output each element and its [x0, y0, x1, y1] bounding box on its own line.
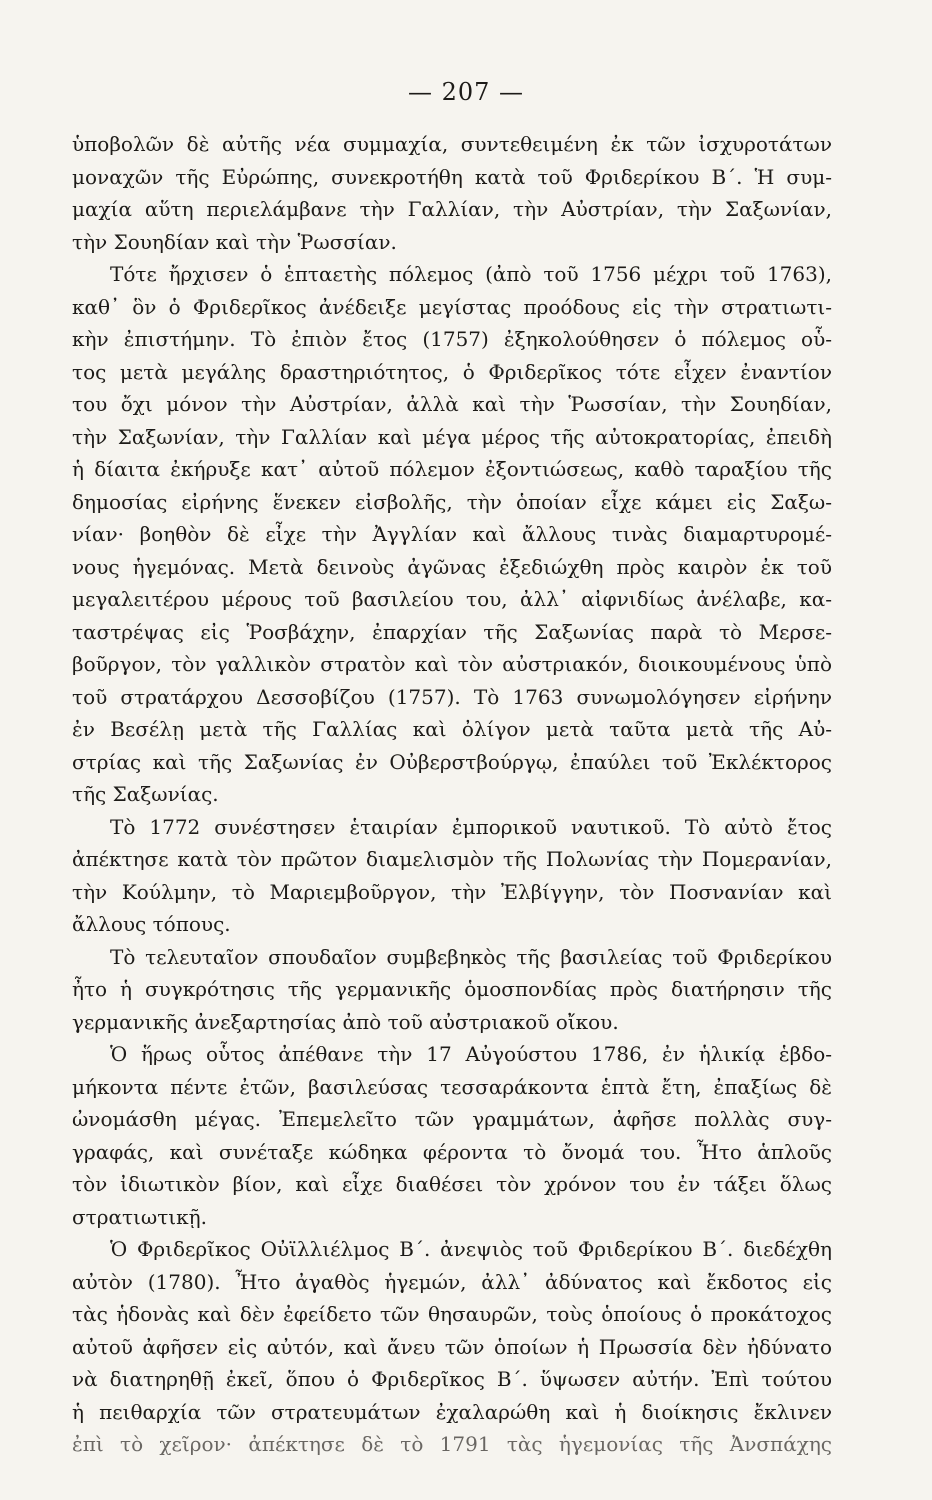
- text-line: Τὸ τελευταῖον σπουδαῖον συμβεβηκὸς τῆς βασιλείας τοῦ Φριδερίκου: [110, 944, 832, 969]
- text-line: μαχία αὕτη περιελάμβανε τὴν Γαλλίαν, τὴν Αὐστρίαν, τὴν Σαξωνίαν,: [72, 197, 832, 221]
- text-line: νίαν· βοηθὸν δὲ εἶχε τὴν Ἀγγλίαν καὶ ἄλλους τινὰς διαμαρτυρομέ-: [72, 522, 832, 546]
- text-line: ἐν Βεσέλῃ μετὰ τῆς Γαλλίας καὶ ὀλίγον μετὰ ταῦτα μετὰ τῆς Αὐ-: [72, 717, 832, 741]
- text-line: ἡ πειθαρχία τῶν στρατευμάτων ἐχαλαρώθη καὶ ἡ διοίκησις ἔκλινεν: [72, 1399, 832, 1424]
- text-line: ἀπέκτησε κατὰ τὸν πρῶτον διαμελισμὸν τῆς Πολωνίας τὴν Πομερανίαν,: [72, 847, 832, 871]
- text-line: αὐτὸν (1780). Ἦτο ἀγαθὸς ἡγεμών, ἀλλ᾽ ἀδύνατος καὶ ἔκδοτος εἰς: [72, 1269, 832, 1294]
- text-line: ὑποβολῶν δὲ αὐτῆς νέα συμμαχία, συντεθειμένη ἐκ τῶν ἰσχυροτάτων: [72, 132, 832, 156]
- text-line: καθ᾽ ὃν ὁ Φριδερῖκος ἀνέδειξε μεγίστας προόδους εἰς τὴν στρατιωτι-: [72, 294, 832, 319]
- text-line: Ὁ ἥρως οὗτος ἀπέθανε τὴν 17 Αὐγούστου 1786, ἐν ἡλικίᾳ ἑβδο-: [110, 1042, 832, 1066]
- text-line: δημοσίας εἰρήνης ἕνεκεν εἰσβολῆς, τὴν ὁποίαν εἶχε κάμει εἰς Σαξω-: [72, 489, 832, 514]
- text-line: νὰ διατηρηθῇ ἐκεῖ, ὅπου ὁ Φριδερῖκος Β΄. ὕψωσεν αὐτήν. Ἐπὶ τούτου: [72, 1367, 832, 1391]
- text-line: τος μετὰ μεγάλης δραστηριότητος, ὁ Φριδερῖκος τότε εἶχεν ἐναντίον: [72, 359, 832, 384]
- text-line: ταστρέψας εἰς Ῥοσβάχην, ἐπαρχίαν τῆς Σαξωνίας παρὰ τὸ Μερσε-: [72, 619, 832, 644]
- text-line: μήκοντα πέντε ἐτῶν, βασιλεύσας τεσσαράκοντα ἑπτὰ ἔτη, ἐπαξίως δὲ: [72, 1074, 832, 1099]
- text-line: τὰς ἡδονὰς καὶ δὲν ἐφείδετο τῶν θησαυρῶν, τοὺς ὁποίους ὁ προκάτοχος: [72, 1302, 832, 1326]
- text-line: Τότε ἤρχισεν ὁ ἑπταετὴς πόλεμος (ἀπὸ τοῦ 1756 μέχρι τοῦ 1763),: [110, 262, 832, 286]
- text-line: γραφάς, καὶ συνέταξε κώδηκα φέροντα τὸ ὄνομά του. Ἦτο ἁπλοῦς: [72, 1139, 832, 1164]
- text-line: γερμανικῆς ἀνεξαρτησίας ἀπὸ τοῦ αὐστριακοῦ οἴκου.: [72, 1009, 619, 1034]
- text-line: Τὸ 1772 συνέστησεν ἑταιρίαν ἐμπορικοῦ ναυτικοῦ. Τὸ αὐτὸ ἔτος: [110, 814, 832, 839]
- text-line: του ὄχι μόνον τὴν Αὐστρίαν, ἀλλὰ καὶ τὴν Ῥωσσίαν, τὴν Σουηδίαν,: [72, 392, 832, 416]
- text-line: τὴν Κούλμην, τὸ Μαριεμβοῦργον, τὴν Ἐλβίγγην, τὸν Ποσνανίαν καὶ: [72, 879, 832, 904]
- text-line: νους ἡγεμόνας. Μετὰ δεινοὺς ἀγῶνας ἐξεδιώχθη πρὸς καιρὸν ἐκ τοῦ: [72, 554, 832, 579]
- text-line: τὸν ἰδιωτικὸν βίον, καὶ εἶχε διαθέσει τὸν χρόνον του ἐν τάξει ὅλως: [72, 1172, 832, 1196]
- text-line: Ὁ Φριδερῖκος Οὐϊλλιέλμος Β΄. ἀνεψιὸς τοῦ Φριδερίκου Β΄. διεδέχθη: [110, 1237, 832, 1261]
- body-text: [72, 128, 832, 1461]
- text-line: τοῦ στρατάρχου Δεσσοβίζου (1757). Τὸ 1763 συνωμολόγησεν εἰρήνην: [72, 684, 832, 709]
- text-line: μεγαλειτέρου μέρους τοῦ βασιλείου του, ἀλλ᾽ αἰφνιδίως ἀνέλαβε, κα-: [72, 587, 832, 611]
- text-line: μοναχῶν τῆς Εὐρώπης, συνεκροτήθη κατὰ τοῦ Φριδερίκου Β΄. Ἡ συμ-: [72, 164, 832, 189]
- text-line: ἦτο ἡ συγκρότησις τῆς γερμανικῆς ὁμοσπονδίας πρὸς διατήρησιν τῆς: [72, 977, 832, 1001]
- text-line: ὠνομάσθη μέγας. Ἐπεμελεῖτο τῶν γραμμάτων, ἀφῆσε πολλὰς συγ-: [72, 1107, 832, 1131]
- text-line: ἄλλους τόπους.: [72, 912, 231, 936]
- text-line: κὴν ἐπιστήμην. Τὸ ἐπιὸν ἔτος (1757) ἐξηκολούθησεν ὁ πόλεμος οὗ-: [72, 327, 832, 351]
- text-line: βοῦργον, τὸν γαλλικὸν στρατὸν καὶ τὸν αὐστριακόν, διοικουμένους ὑπὸ: [72, 652, 832, 676]
- text-line: τὴν Σουηδίαν καὶ τὴν Ῥωσσίαν.: [72, 229, 397, 254]
- text-line: στρατιωτικῇ.: [72, 1204, 207, 1229]
- text-line: ἐπὶ τὸ χεῖρον· ἀπέκτησε δὲ τὸ 1791 τὰς ἡγεμονίας τῆς Ἀνσπάχης: [72, 1432, 832, 1456]
- text-line: ἡ δίαιτα ἐκήρυξε κατ᾽ αὐτοῦ πόλεμον ἐξοντιώσεως, καθὸ ταραξίου τῆς: [72, 457, 832, 481]
- page-number: — 207 —: [407, 78, 525, 106]
- text-line: αὐτοῦ ἀφῆσεν εἰς αὐτόν, καὶ ἄνευ τῶν ὁποίων ἡ Πρωσσία δὲν ἠδύνατο: [72, 1334, 832, 1359]
- text-line: τῆς Σαξωνίας.: [72, 782, 219, 806]
- text-line: τὴν Σαξωνίαν, τὴν Γαλλίαν καὶ μέγα μέρος τῆς αὐτοκρατορίας, ἐπειδὴ: [72, 424, 832, 449]
- text-line: στρίας καὶ τῆς Σαξωνίας ἐν Οὐβερστβούργῳ, ἐπαύλει τοῦ Ἐκλέκτορος: [72, 749, 832, 774]
